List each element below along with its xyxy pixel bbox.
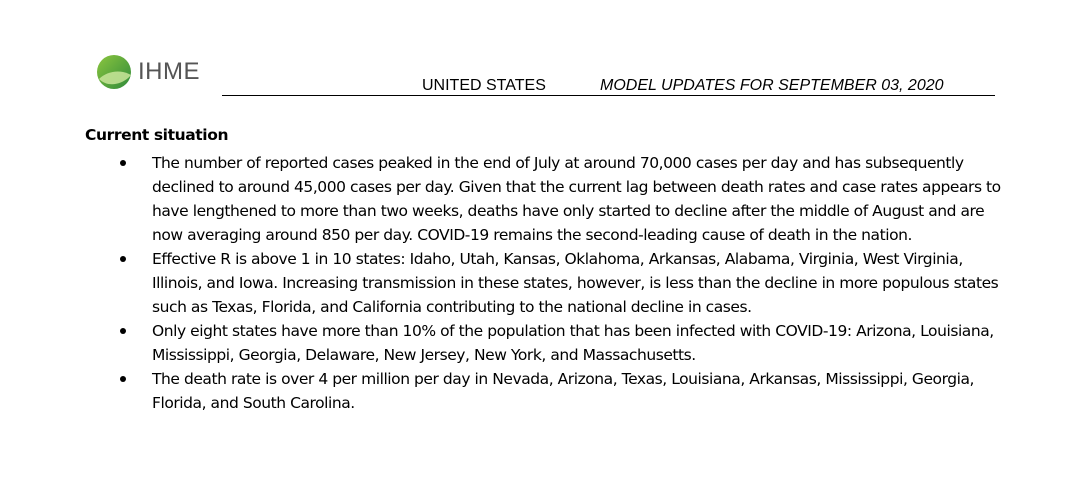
bullet-text: The death rate is over 4 per million per day in Nevada, Arizona, Texas, Louisiana, Arkansas, Mississippi, Georgia, Florida, and South Carolina. xyxy=(152,370,974,412)
bullet-dot-icon xyxy=(120,376,126,382)
bullet-text: Only eight states have more than 10% of the population that has been infected with COVID-19: Arizona, Louisiana, Mississippi, Georgia, Delaware, New Jersey, New York, and Massachusetts. xyxy=(152,322,994,364)
header-underline xyxy=(222,95,995,96)
header-title: MODEL UPDATES FOR SEPTEMBER 03, 2020 xyxy=(600,77,944,94)
logo-text: IHME xyxy=(138,58,200,85)
bullet-text: The number of reported cases peaked in the end of July at around 70,000 cases per day and has subsequently declined to around 45,000 cases per day. Given that the current lag between death rates and case rates appears to have lengthened to more than two weeks, deaths have only started to decline after the middle of August and are now averaging around 850 per day. COVID-19 remains the second-leading cause of death in the nation. xyxy=(152,154,1001,244)
bullet-list xyxy=(116,151,1016,415)
bullet-dot-icon xyxy=(120,160,126,166)
bullet-dot-icon xyxy=(120,328,126,334)
bullet-item xyxy=(116,319,1016,367)
bullet-text: Effective R is above 1 in 10 states: Idaho, Utah, Kansas, Oklahoma, Arkansas, Alabama, Virginia, West Virginia, Illinois, and Iowa. Increasing transmission in these states, however, is less than the decline in more populous states such as Texas, Florida, and California contributing to the national decline in cases. xyxy=(152,250,999,316)
bullet-item xyxy=(116,247,1016,319)
leaf-logo-icon xyxy=(95,53,133,91)
section-title: Current situation xyxy=(85,126,229,144)
bullet-item xyxy=(116,151,1016,247)
bullet-item xyxy=(116,367,1016,415)
header-country: UNITED STATES xyxy=(422,77,546,94)
ihme-logo xyxy=(95,52,200,92)
bullet-dot-icon xyxy=(120,256,126,262)
